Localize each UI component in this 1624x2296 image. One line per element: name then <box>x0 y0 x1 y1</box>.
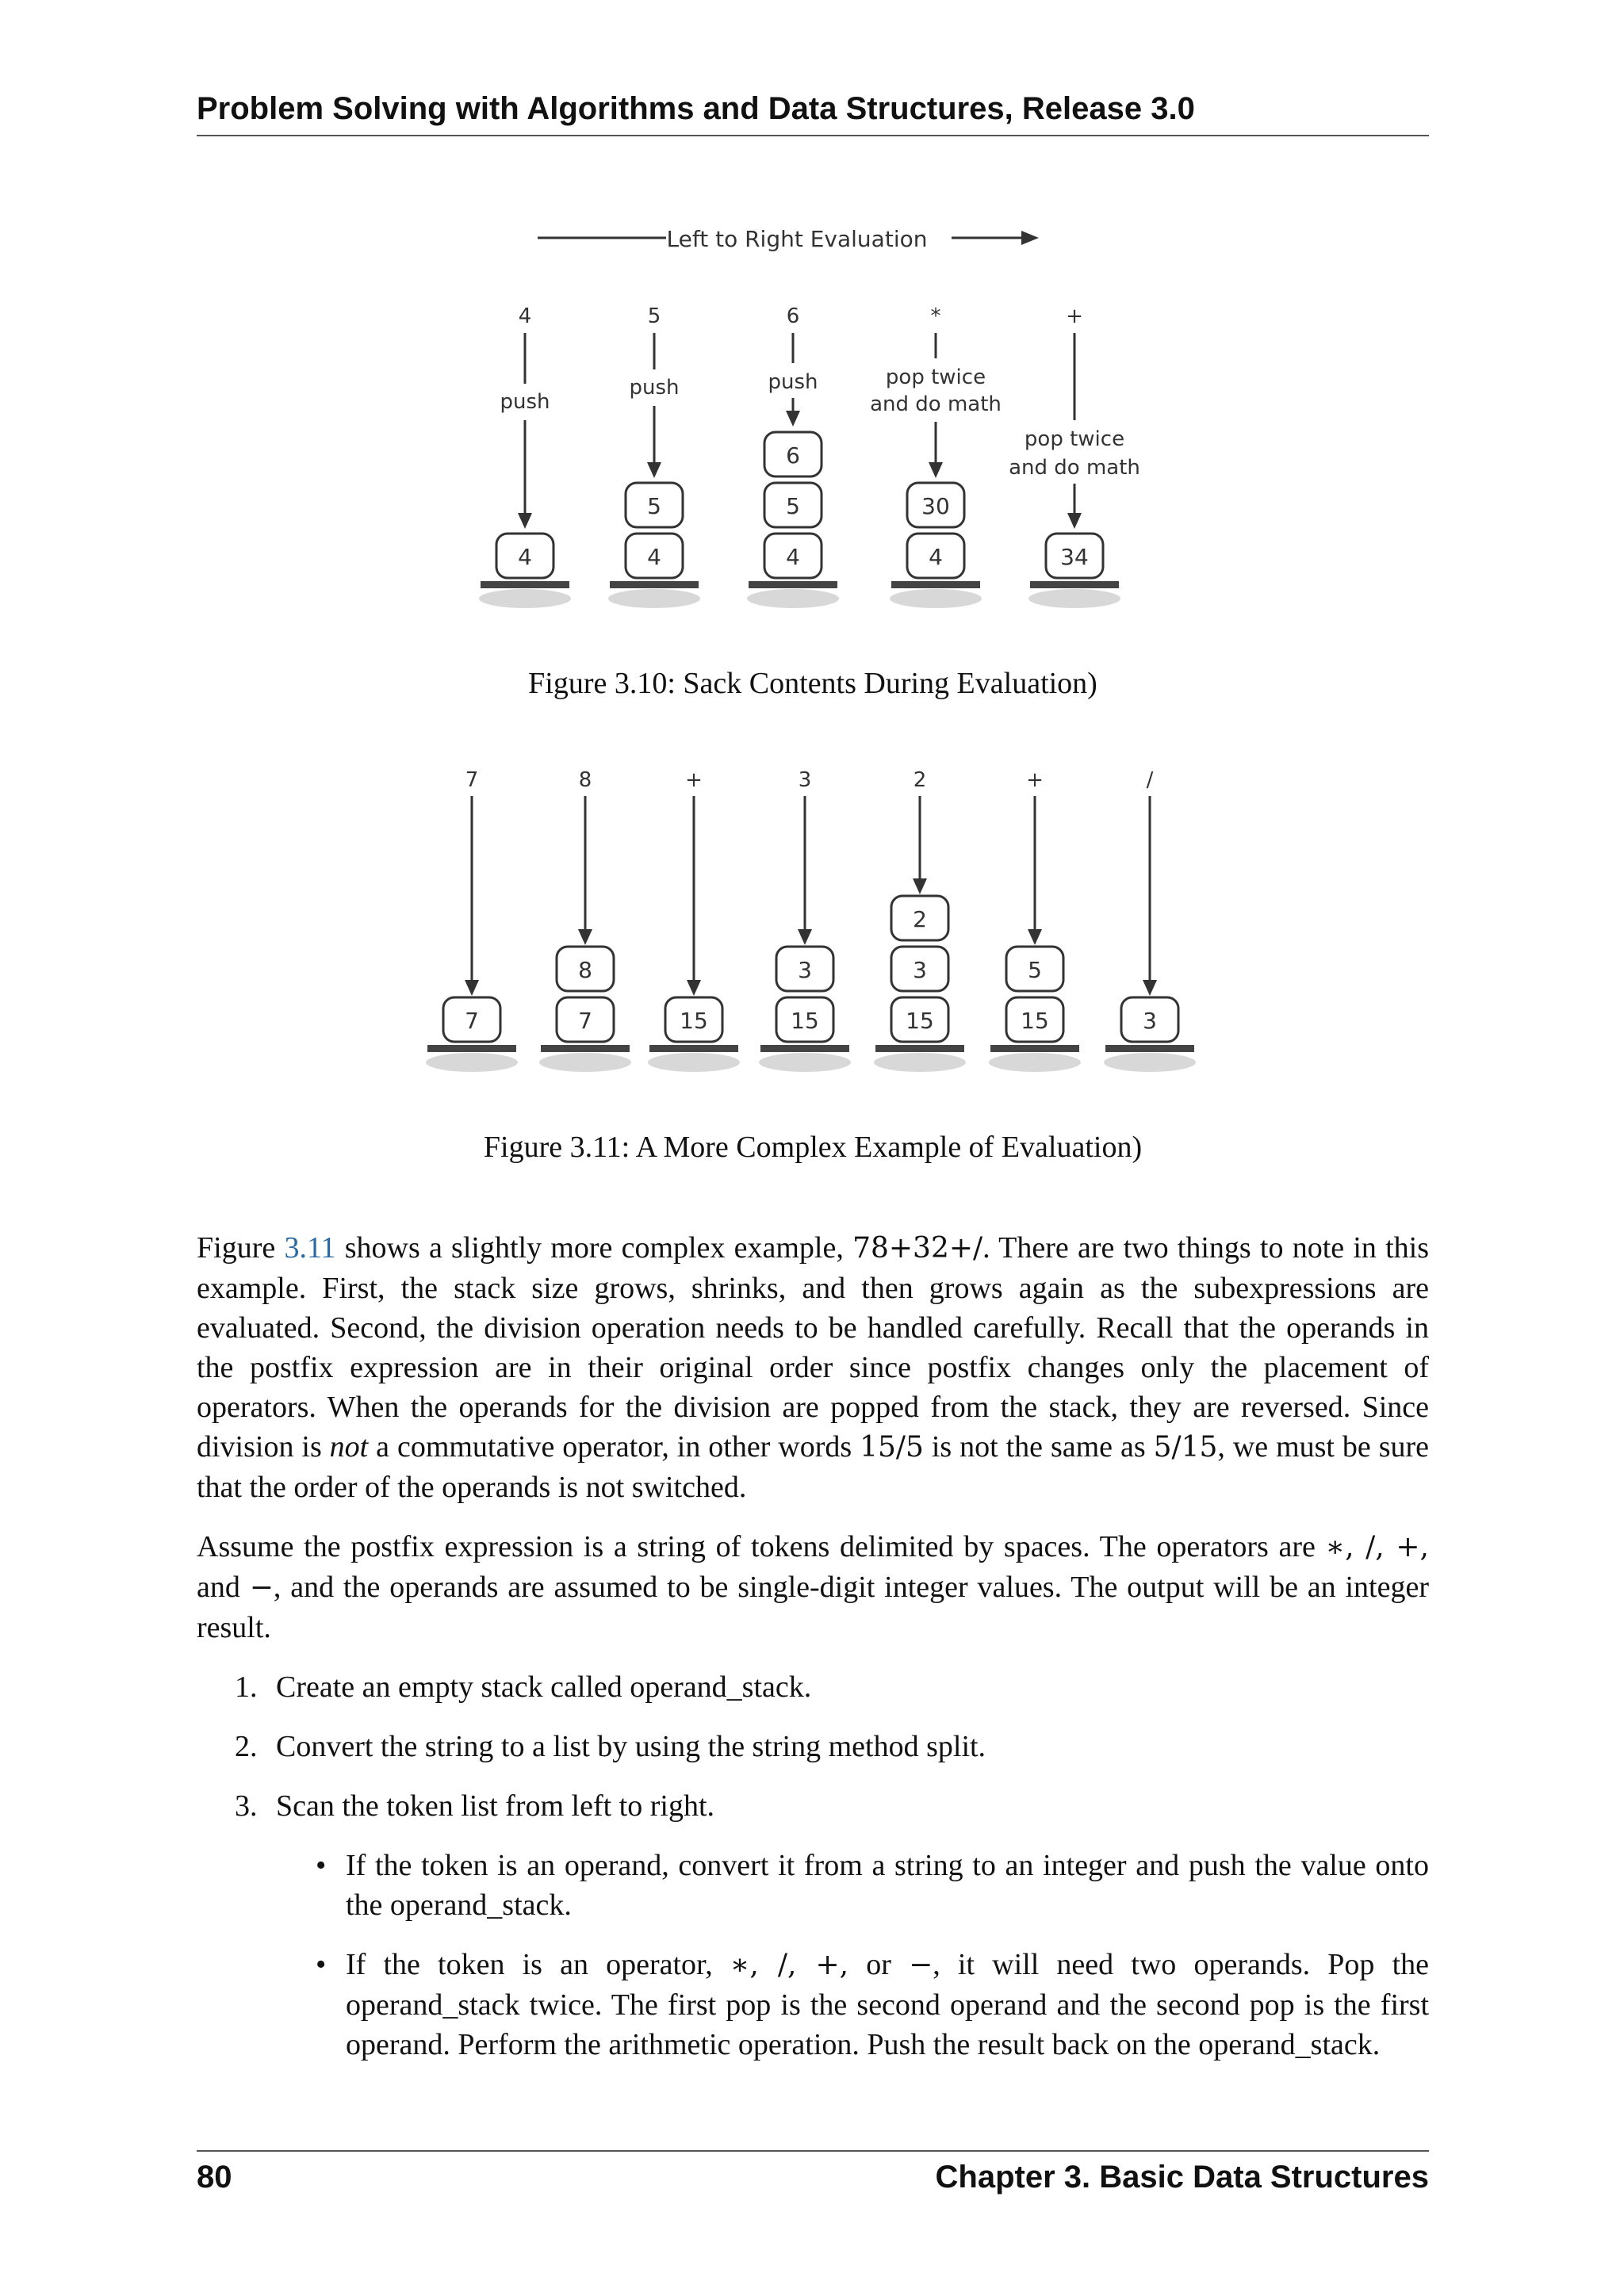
stack-base <box>891 581 980 588</box>
stack-base <box>749 581 837 588</box>
action-label: push <box>500 390 550 414</box>
token-label: 5 <box>647 304 661 328</box>
page-number: 80 <box>197 2160 232 2195</box>
stack-base <box>990 1045 1079 1052</box>
token-label: 6 <box>786 304 800 328</box>
arrow-head <box>798 929 812 945</box>
algorithm-steps <box>197 1667 1429 2064</box>
direction-arrow-head <box>1021 231 1039 245</box>
stack-item-value: 5 <box>786 493 800 519</box>
figure-3-11-caption: Figure 3.11: A More Complex Example of Evaluation) <box>483 1131 1143 1164</box>
stack-shadow <box>874 1053 966 1072</box>
figure-3-11 <box>0 757 1624 1090</box>
stack-item-value: 2 <box>913 906 927 932</box>
stack-item-value: 15 <box>1021 1008 1049 1034</box>
arrow-head <box>786 411 800 427</box>
token-label: + <box>1066 304 1083 328</box>
arrow-head <box>647 462 661 478</box>
stack-item-value: 3 <box>913 957 927 983</box>
stack-item-value: 5 <box>1028 957 1042 983</box>
stack-item-value: 7 <box>465 1008 479 1034</box>
token-label: / <box>1146 768 1154 792</box>
figure-3-10 <box>0 190 1624 618</box>
stack-shadow <box>747 589 839 608</box>
stack-base <box>875 1045 964 1052</box>
stack-item-value: 15 <box>906 1008 934 1034</box>
stack-base <box>649 1045 738 1052</box>
token-label: + <box>685 768 703 792</box>
stack-base <box>760 1045 849 1052</box>
list-item: 2. Convert the string to a list by using the string method split. <box>235 1730 986 1763</box>
stack-item-value: 4 <box>786 544 800 570</box>
stack-item-value: 8 <box>578 957 592 983</box>
stack-item-value: 7 <box>578 1008 592 1034</box>
stack-shadow <box>426 1053 518 1072</box>
stack-base <box>481 581 569 588</box>
figure-3-10-caption: Figure 3.10: Sack Contents During Evaluation) <box>528 667 1097 700</box>
expression-78-32: 78+32+/ <box>852 1232 983 1265</box>
stack-base <box>1105 1045 1194 1052</box>
token-label: 7 <box>465 768 479 792</box>
stack-shadow <box>989 1053 1081 1072</box>
token-label: 3 <box>798 768 812 792</box>
action-label: pop twice <box>885 365 986 389</box>
token-label: 4 <box>518 304 532 328</box>
list-item: • If the token is an operand, convert it from a string to an integer and push the value onto the operand_stack. <box>316 1849 1429 1922</box>
arrow-head <box>578 929 592 945</box>
stack-item-value: 3 <box>798 957 812 983</box>
emphasis-not: not <box>329 1430 369 1464</box>
header-rule <box>197 135 1429 136</box>
stack-item-value: 6 <box>786 442 800 469</box>
arrow-head <box>1028 929 1042 945</box>
action-label: push <box>768 370 818 394</box>
stack-item-value: 30 <box>921 493 950 519</box>
action-label: pop twice <box>1024 427 1125 451</box>
stack-shadow <box>608 589 700 608</box>
token-label: 8 <box>578 768 592 792</box>
arrow-head <box>929 462 943 478</box>
stack-shadow <box>759 1053 851 1072</box>
stack-item-value: 5 <box>647 493 661 519</box>
paragraph-complex-example: Figure 3.11 shows a slightly more complex example, 78+32+/. There are two things to note in this example. First, the stack size grows, shrinks, and then grows again as the subexpressions are evaluated. Second, the division operation needs to be handled carefully. Recall that the operands in the postfix expression are in their original order since postfix changes only the placement of operators. When the operands for the division are popped from the stack, they are reversed. Since division is not a commutative operator, in other words 15/5 is not the same as 5/15, we must be sure that the order of the operands is not switched. <box>197 1231 1430 1504</box>
stack-shadow <box>479 589 571 608</box>
stack-item-value: 4 <box>518 544 532 570</box>
stack-base <box>427 1045 516 1052</box>
token-rules <box>197 1846 1429 2064</box>
stack-shadow <box>648 1053 740 1072</box>
action-label: and do math <box>870 392 1002 416</box>
stack-item-value: 15 <box>791 1008 819 1034</box>
arrow-head <box>913 878 927 894</box>
stack-item-value: 15 <box>680 1008 708 1034</box>
direction-label: Left to Right Evaluation <box>666 226 928 252</box>
stack-item-value: 4 <box>647 544 661 570</box>
arrow-head <box>687 980 701 996</box>
stack-shadow <box>890 589 982 608</box>
stack-shadow <box>539 1053 631 1072</box>
list-item: 1. Create an empty stack called operand_stack. <box>235 1670 812 1704</box>
token-label: + <box>1026 768 1044 792</box>
footer-rule <box>197 2150 1429 2152</box>
action-label: push <box>629 376 680 400</box>
stack-base <box>1030 581 1119 588</box>
token-label: * <box>930 304 941 328</box>
list-item: 3. Scan the token list from left to right. • If the token is an operand, convert it from a string to an integer and push the value onto the operand_stack. • If the token is an operator, ∗, /, +, or −, it will need two operands. Pop the operand_stack twice. The first pop is the second operand and the second pop is the first operand. Perform the arithmetic operation. Push the result back on the operand_stack. <box>197 1786 1429 2064</box>
action-label: and do math <box>1009 456 1140 480</box>
stack-base <box>610 581 699 588</box>
list-item: • If the token is an operator, ∗, /, +, or −, it will need two operands. Pop the operand_stack twice. The first pop is the second operand and the second pop is the first operand. Perform the arithmetic operation. Push the result back on the operand_stack. <box>316 1948 1429 2061</box>
stack-item-value: 3 <box>1143 1008 1157 1034</box>
token-label: 2 <box>913 768 927 792</box>
paragraph-assumptions: Assume the postfix expression is a string of tokens delimited by spaces. The operators are ∗, /, +, and −, and the operands are assumed to be single-digit integer values. The output will be an integer result. <box>197 1530 1429 1644</box>
arrow-head <box>465 980 479 996</box>
stack-item-value: 34 <box>1060 544 1089 570</box>
stack-item-value: 4 <box>929 544 943 570</box>
arrow-head <box>1143 980 1157 996</box>
stack-shadow <box>1104 1053 1196 1072</box>
arrow-head <box>518 513 532 529</box>
body-text <box>197 1228 1429 2084</box>
figure-3-11-link[interactable]: 3.11 <box>284 1231 336 1265</box>
running-head: Problem Solving with Algorithms and Data Structures, Release 3.0 <box>197 91 1195 126</box>
stack-base <box>541 1045 630 1052</box>
chapter-title: Chapter 3. Basic Data Structures <box>935 2160 1429 2195</box>
stack-shadow <box>1028 589 1120 608</box>
arrow-head <box>1067 513 1082 529</box>
